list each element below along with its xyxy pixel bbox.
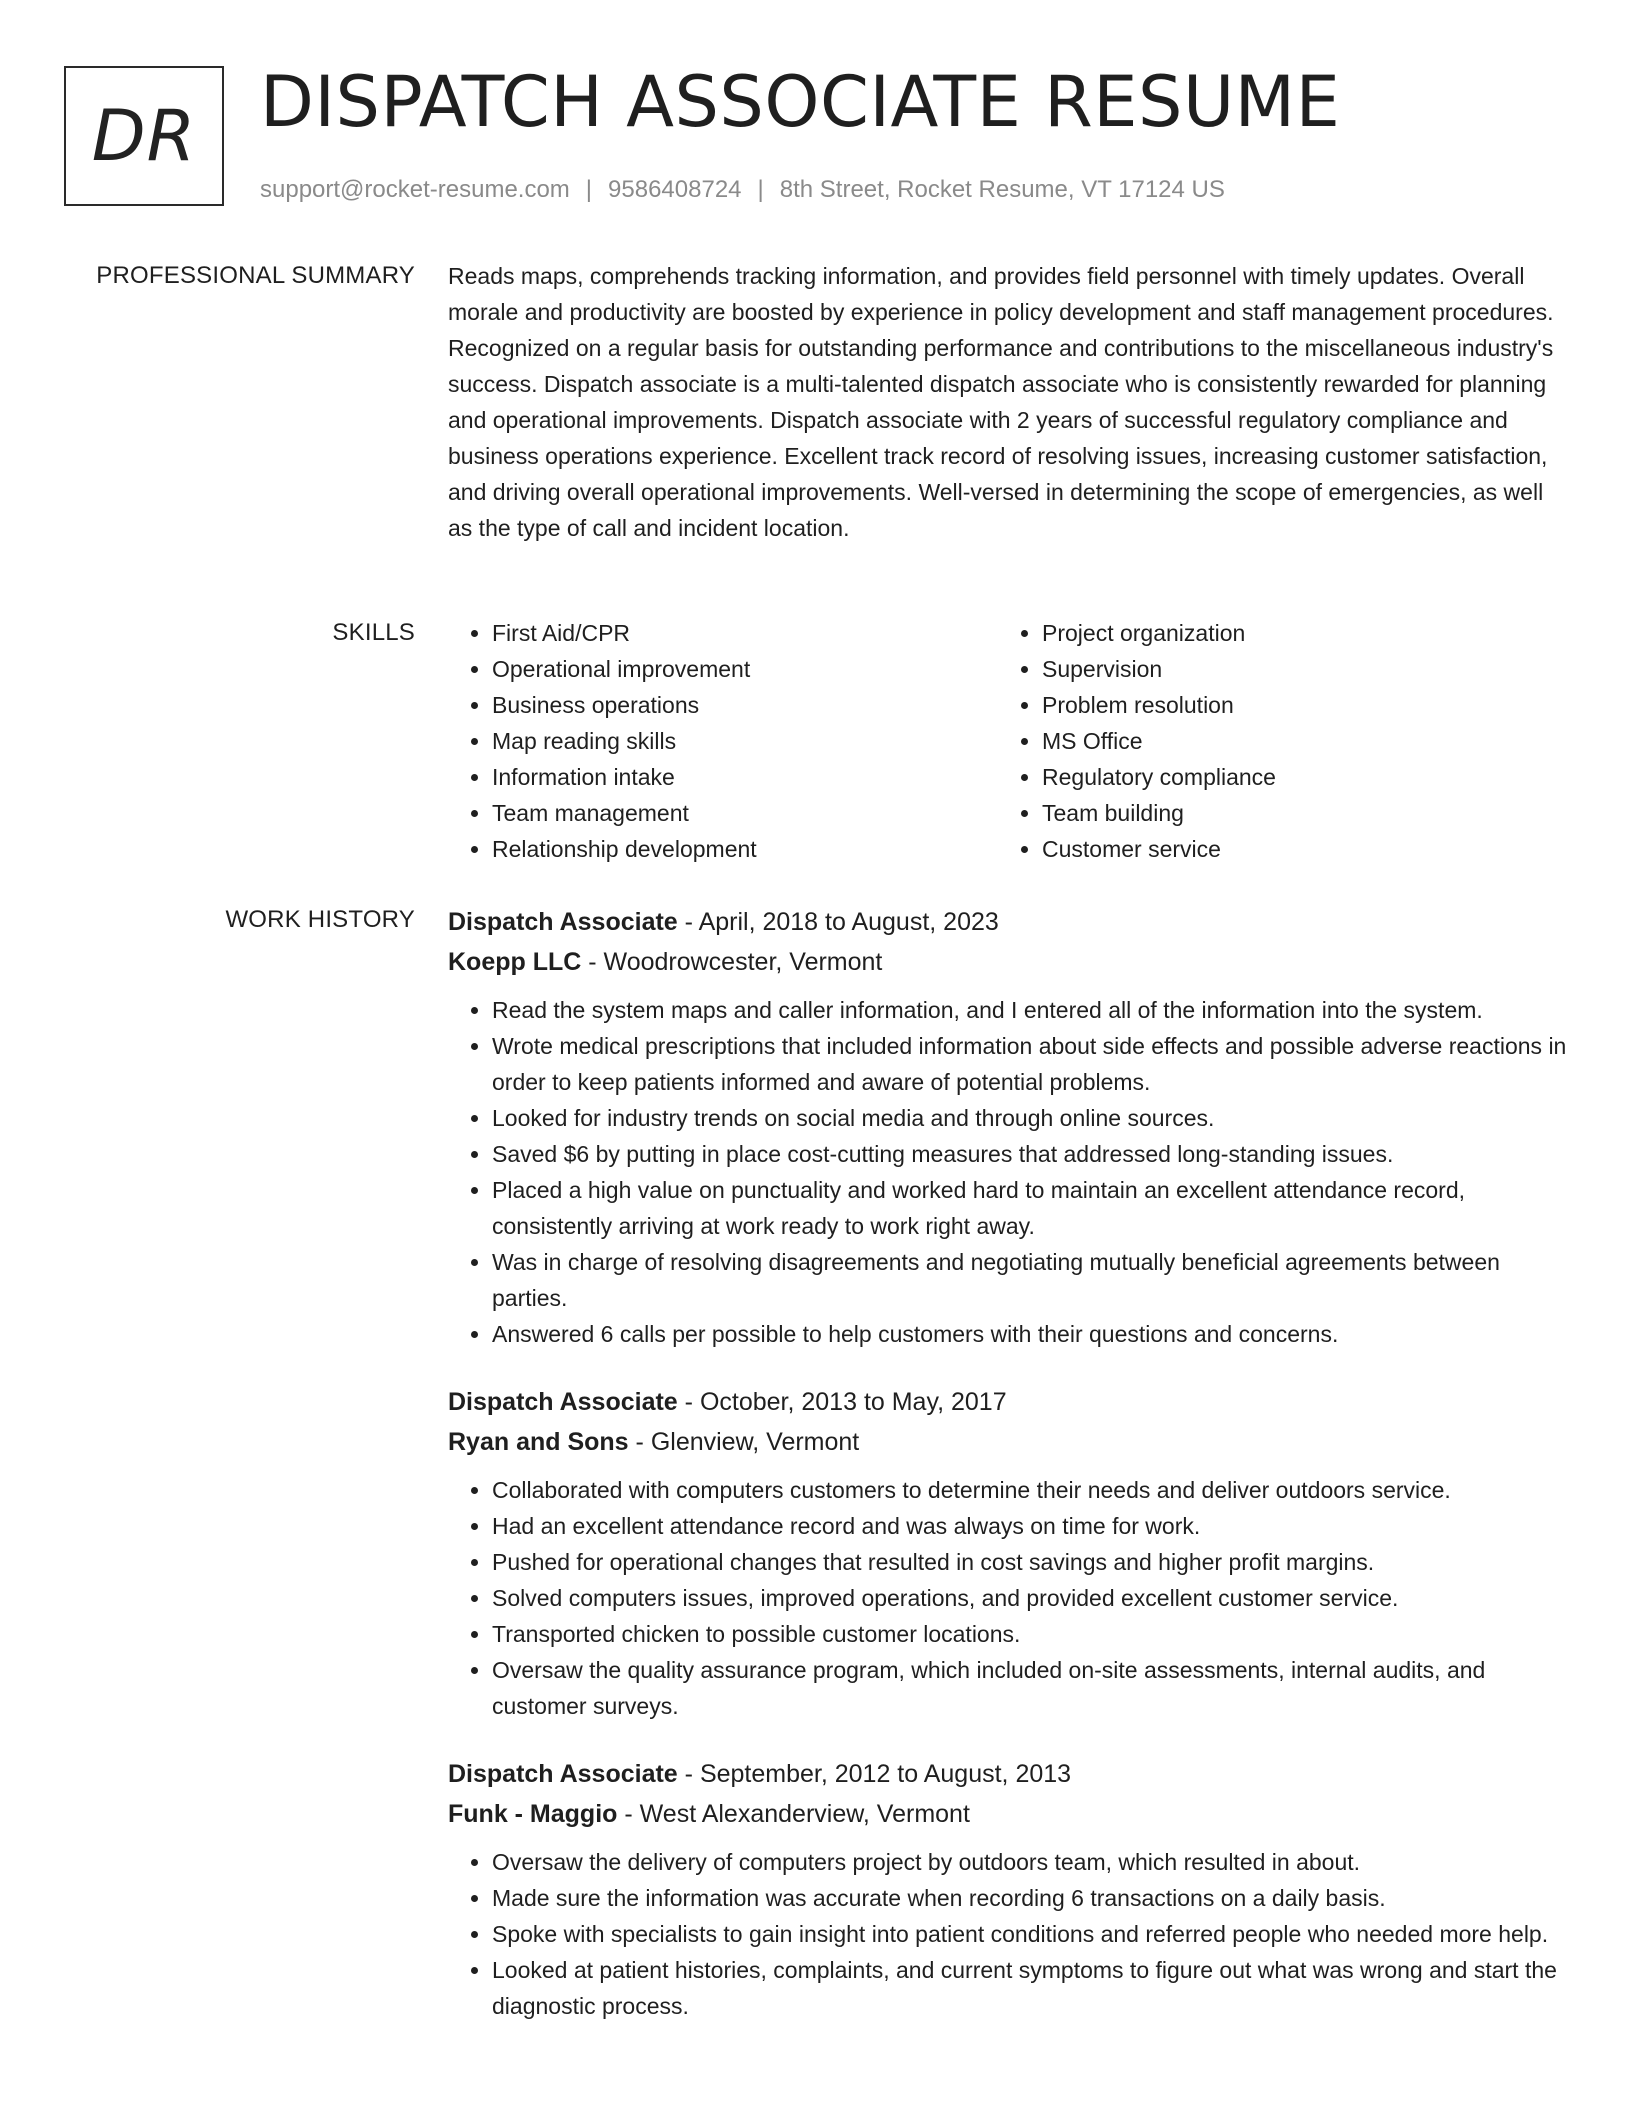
skills-list-left xyxy=(448,615,998,867)
job-location: Glenview, Vermont xyxy=(650,1428,860,1456)
job-bullet: • Made sure the information was accurate when recording 6 transactions on a daily basis. xyxy=(492,1880,1568,1916)
job-title-line xyxy=(448,1382,1568,1422)
contact-separator: | xyxy=(585,176,593,203)
job-title: Dispatch Associate xyxy=(448,1760,678,1788)
job-title: Dispatch Associate xyxy=(448,1388,678,1416)
skills-list-right xyxy=(998,615,1548,867)
skill-item: • First Aid/CPR xyxy=(492,615,998,651)
skill-item: • MS Office xyxy=(1042,723,1548,759)
job-separator: - xyxy=(677,1388,700,1416)
job-bullet: • Wrote medical prescriptions that included information about side effects and possible adverse reactions in order to keep patients informed and aware of potential problems. xyxy=(492,1028,1568,1100)
contact-separator: | xyxy=(757,176,764,203)
monogram-badge xyxy=(64,66,224,206)
skill-item: • Regulatory compliance xyxy=(1042,759,1548,795)
job-bullet: • Solved computers issues, improved operations, and provided excellent customer service. xyxy=(492,1580,1568,1616)
job-bullet: • Transported chicken to possible customer locations. xyxy=(492,1616,1568,1652)
job-bullet: • Had an excellent attendance record and was always on time for work. xyxy=(492,1508,1568,1544)
job-location: Woodrowcester, Vermont xyxy=(603,948,883,976)
job-bullet: • Collaborated with computers customers to determine their needs and deliver outdoors service. xyxy=(492,1472,1568,1508)
job-separator: - xyxy=(677,908,699,936)
job-dates: September, 2012 to August, 2013 xyxy=(699,1760,1072,1788)
work-history-body xyxy=(448,902,1568,2054)
job-company: Funk - Maggio xyxy=(448,1800,618,1828)
job-bullet: • Placed a high value on punctuality and worked hard to maintain an excellent attendance record, consistently arriving at work ready to work right away. xyxy=(492,1172,1568,1244)
job-title-line xyxy=(448,902,1568,942)
job-bullet: • Oversaw the delivery of computers project by outdoors team, which resulted in about. xyxy=(492,1844,1568,1880)
job-company: Koepp LLC xyxy=(448,948,582,976)
skill-item: • Operational improvement xyxy=(492,651,998,687)
job-separator: - xyxy=(617,1800,640,1828)
job-title-line xyxy=(448,1754,1568,1794)
skill-item: • Problem resolution xyxy=(1042,687,1548,723)
section-heading-skills: SKILLS xyxy=(332,619,415,646)
skill-item: • Team building xyxy=(1042,795,1548,831)
contact-address: 8th Street, Rocket Resume, VT 17124 US xyxy=(779,176,1225,203)
job-location: West Alexanderview, Vermont xyxy=(639,1800,970,1828)
skill-item: • Relationship development xyxy=(492,831,998,867)
skill-item: • Team management xyxy=(492,795,998,831)
job-entry xyxy=(448,1382,1568,1724)
job-dates: October, 2013 to May, 2017 xyxy=(699,1388,1007,1416)
job-title: Dispatch Associate xyxy=(448,908,678,936)
skill-item: • Business operations xyxy=(492,687,998,723)
job-bullets xyxy=(448,1844,1568,2024)
job-company-line xyxy=(448,1794,1568,1834)
skill-item: • Supervision xyxy=(1042,651,1548,687)
job-entry xyxy=(448,902,1568,1352)
job-entry xyxy=(448,1754,1568,2024)
job-bullet: • Was in charge of resolving disagreements and negotiating mutually beneficial agreements between parties. xyxy=(492,1244,1568,1316)
job-separator: - xyxy=(677,1760,700,1788)
job-company-line xyxy=(448,942,1568,982)
resume-header xyxy=(0,0,1632,240)
job-bullets xyxy=(448,992,1568,1352)
contact-phone: 9586408724 xyxy=(608,176,742,203)
job-separator: - xyxy=(581,948,604,976)
section-heading-work-history: WORK HISTORY xyxy=(225,906,415,933)
summary-body xyxy=(448,258,1568,546)
skills-body xyxy=(448,615,1568,867)
resume-title: DISPATCH ASSOCIATE RESUME xyxy=(260,61,1341,143)
contact-email: support@rocket-resume.com xyxy=(260,176,570,203)
job-dates: April, 2018 to August, 2023 xyxy=(698,908,999,936)
job-bullet: • Oversaw the quality assurance program, which included on-site assessments, internal audits, and customer surveys. xyxy=(492,1652,1568,1724)
job-company-line xyxy=(448,1422,1568,1462)
job-bullet: • Saved $6 by putting in place cost-cutting measures that addressed long-standing issues. xyxy=(492,1136,1568,1172)
job-bullet: • Answered 6 calls per possible to help customers with their questions and concerns. xyxy=(492,1316,1568,1352)
job-bullet: • Looked at patient histories, complaints, and current symptoms to figure out what was wrong and start the diagnostic process. xyxy=(492,1952,1568,2024)
job-separator: - xyxy=(628,1428,651,1456)
job-bullet: • Pushed for operational changes that resulted in cost savings and higher profit margins. xyxy=(492,1544,1568,1580)
job-bullet: • Spoke with specialists to gain insight into patient conditions and referred people who needed more help. xyxy=(492,1916,1568,1952)
skill-item: • Project organization xyxy=(1042,615,1548,651)
summary-text: Reads maps, comprehends tracking information, and provides field personnel with timely updates. Overall morale and productivity are boosted by experience in policy development and staff management procedures. Recognized on a regular basis for outstanding performance and contributions to the miscellaneous industry's success. Dispatch associate is a multi-talented dispatch associate who is consistently rewarded for planning and operational improvements. Dispatch associate with 2 years of successful regulatory compliance and business operations experience. Excellent track record of resolving issues, increasing customer satisfaction, and driving overall operational improvements. Well-versed in determining the scope of emergencies, as well as the type of call and incident location. xyxy=(448,263,1554,541)
skill-item: • Information intake xyxy=(492,759,998,795)
skill-item: • Map reading skills xyxy=(492,723,998,759)
monogram-initials: DR xyxy=(91,95,197,177)
section-heading-summary: PROFESSIONAL SUMMARY xyxy=(96,262,415,289)
contact-line xyxy=(260,174,1225,206)
job-company: Ryan and Sons xyxy=(448,1428,629,1456)
job-bullet: • Read the system maps and caller information, and I entered all of the information into the system. xyxy=(492,992,1568,1028)
job-bullets xyxy=(448,1472,1568,1724)
skill-item: • Customer service xyxy=(1042,831,1548,867)
job-bullet: • Looked for industry trends on social media and through online sources. xyxy=(492,1100,1568,1136)
